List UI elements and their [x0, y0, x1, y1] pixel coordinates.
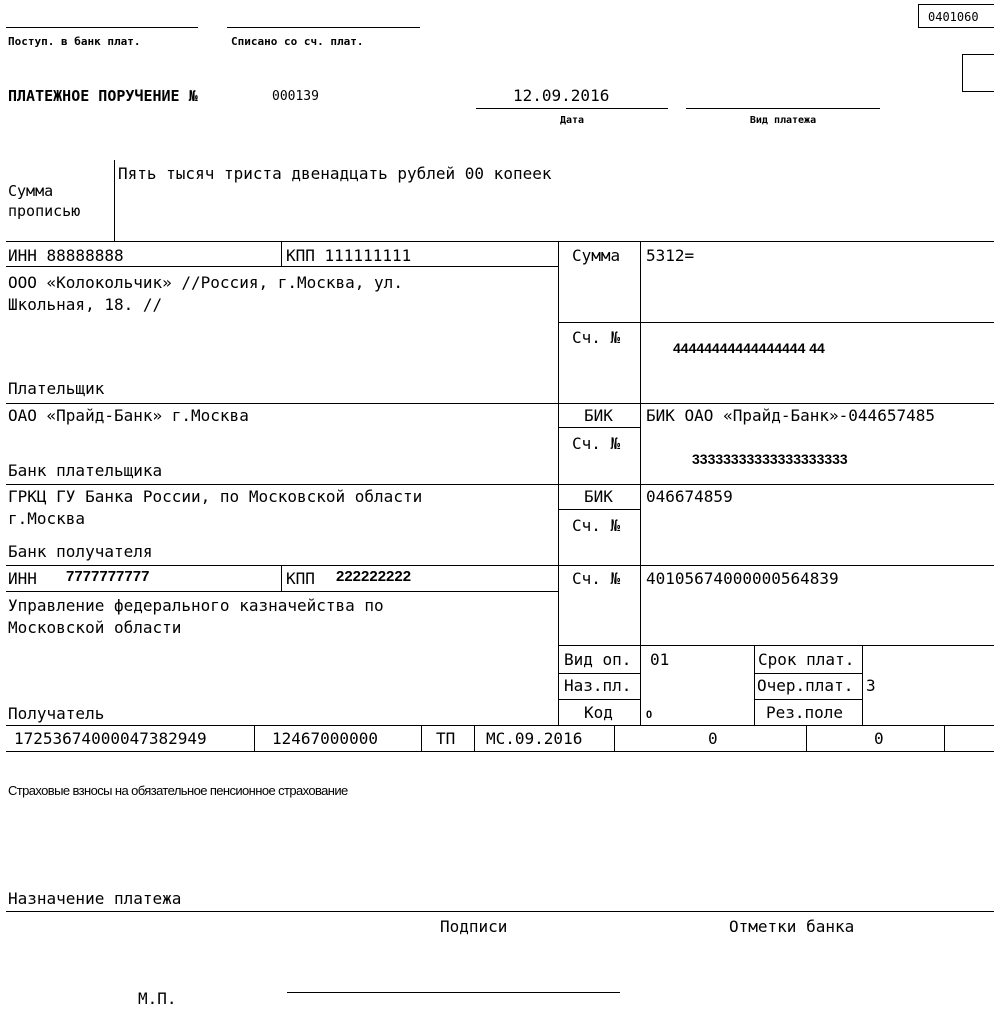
recipient-kpp-value: 222222222: [336, 568, 412, 585]
recipient-name-1: Управление федерального казначейства по: [8, 596, 384, 615]
signatures-label: Подписи: [440, 917, 508, 936]
grid-line-recipient-inn-bottom: [6, 591, 558, 592]
payer-account-label: Сч. №: [572, 328, 621, 347]
recipient-account-value: 40105674000000564839: [646, 569, 839, 588]
sum-label: Сумма: [572, 246, 621, 265]
recipient-bank-account-label: Сч. №: [572, 516, 621, 535]
tax-doc-number: 0: [708, 729, 718, 748]
grid-line-bik1-bottom: [558, 427, 640, 428]
payer-bank-account-value: 33333333333333333333: [692, 451, 848, 467]
date-line: [476, 108, 668, 109]
status-box: [962, 54, 994, 92]
recipient-bank-name-2: г.Москва: [8, 509, 86, 528]
tax-kbk: 17253674000047382949: [14, 729, 207, 748]
form-code: 0401060: [928, 10, 979, 24]
payer-name-1: ООО «Колокольчик» //Россия, г.Москва, ул.: [8, 273, 403, 292]
amount-words-value: Пять тысяч триста двенадцать рублей 00 копеек: [118, 164, 552, 183]
tax-vline-2: [421, 725, 422, 751]
tax-period: МС.09.2016: [486, 729, 583, 748]
payer-kpp: КПП 111111111: [286, 246, 412, 265]
purpose-code-label: Наз.пл.: [564, 676, 632, 695]
received-line: [6, 27, 198, 28]
order-number: 000139: [272, 89, 319, 104]
tax-vline-5: [806, 725, 807, 751]
recipient-label: Получатель: [8, 704, 105, 723]
code-value: 0: [646, 709, 653, 721]
recipient-kpp-label: КПП: [286, 569, 315, 588]
date-label: Дата: [559, 115, 585, 126]
payment-type-label: Вид платежа: [749, 115, 817, 126]
amount-words-label-1: Сумма: [8, 182, 54, 200]
reserve-label: Рез.поле: [766, 703, 844, 722]
amount-words-label-2: прописью: [8, 202, 81, 220]
grid-line-op-mid2: [558, 699, 640, 700]
tax-vline-3: [474, 725, 475, 751]
stamp-label: М.П.: [138, 989, 177, 1008]
grid-line-payer-bank-top: [6, 403, 994, 404]
signature-line: [287, 992, 620, 993]
grid-vline-label-column: [640, 241, 641, 725]
grid-vline-op-value: [862, 645, 863, 725]
grid-line-tax-bottom: [6, 751, 994, 752]
grid-vline-recipient-kpp: [281, 565, 282, 591]
grid-vline-left-column: [558, 241, 559, 725]
received-label: Поступ. в банк плат.: [8, 35, 141, 48]
recipient-bank-label: Банк получателя: [8, 542, 153, 561]
grid-line-bik2-bottom: [558, 509, 640, 510]
payer-name-2: Школьная, 18. //: [8, 295, 163, 314]
purpose-label: Назначение платежа: [8, 889, 182, 908]
debited-line: [227, 27, 420, 28]
tax-vline-4: [614, 725, 615, 751]
bank-marks-label: Отметки банка: [729, 917, 855, 936]
due-label: Срок плат.: [758, 650, 855, 669]
op-type-label: Вид оп.: [564, 650, 632, 669]
payer-bank-label: Банк плательщика: [8, 461, 163, 480]
grid-line-op-mid2b: [754, 699, 862, 700]
order-date: 12.09.2016: [513, 86, 610, 105]
purpose-text: Страховые взносы на обязательное пенсионное страхование: [8, 783, 348, 798]
code-label: Код: [584, 703, 613, 722]
priority-label: Очер.плат.: [757, 676, 854, 695]
tax-vline-1: [254, 725, 255, 751]
tax-doc-date: 0: [874, 729, 884, 748]
payer-label: Плательщик: [8, 379, 105, 398]
grid-line-sum-bottom: [558, 322, 994, 323]
purpose-line: [6, 911, 994, 912]
grid-line-recipient-bank-top: [6, 484, 994, 485]
debited-label: Списано со сч. плат.: [231, 35, 364, 48]
recipient-bank-bik-value: 046674859: [646, 487, 733, 506]
page-title: ПЛАТЕЖНОЕ ПОРУЧЕНИЕ №: [8, 87, 198, 105]
recipient-account-label: Сч. №: [572, 569, 621, 588]
grid-vline-op-label: [754, 645, 755, 725]
grid-line-op-mid1: [558, 673, 640, 674]
payer-bank-account-label: Сч. №: [572, 434, 621, 453]
recipient-inn-value: 7777777777: [66, 568, 150, 585]
recipient-bank-name-1: ГРКЦ ГУ Банка России, по Московской области: [8, 487, 423, 506]
payer-account-value: 44444444444444444 44: [673, 340, 825, 356]
op-type-value: 01: [650, 650, 670, 669]
recipient-bank-bik-label: БИК: [584, 487, 613, 506]
grid-line-op-top: [558, 645, 994, 646]
payer-bank-name: ОАО «Прайд-Банк» г.Москва: [8, 406, 249, 425]
grid-line-payer-top: [6, 241, 994, 242]
grid-line-op-mid1b: [754, 673, 862, 674]
grid-line-tax-top: [6, 725, 994, 726]
payment-type-line: [686, 108, 880, 109]
tax-vline-6: [944, 725, 945, 751]
payer-bank-bik-value: БИК ОАО «Прайд-Банк»-044657485: [646, 406, 935, 425]
tax-basis: ТП: [436, 729, 456, 748]
grid-line-payer-name: [6, 266, 558, 267]
recipient-name-2: Московской области: [8, 618, 182, 637]
payer-bank-bik-label: БИК: [584, 406, 613, 425]
sum-value: 5312=: [646, 246, 695, 265]
priority-value: 3: [866, 676, 876, 695]
tax-oktmo: 12467000000: [272, 729, 378, 748]
payer-inn: ИНН 88888888: [8, 246, 124, 265]
grid-vline-payer-kpp: [281, 241, 282, 266]
recipient-inn-label: ИНН: [8, 569, 37, 588]
grid-line-recipient-top: [6, 565, 994, 566]
amount-words-divider: [114, 160, 115, 241]
